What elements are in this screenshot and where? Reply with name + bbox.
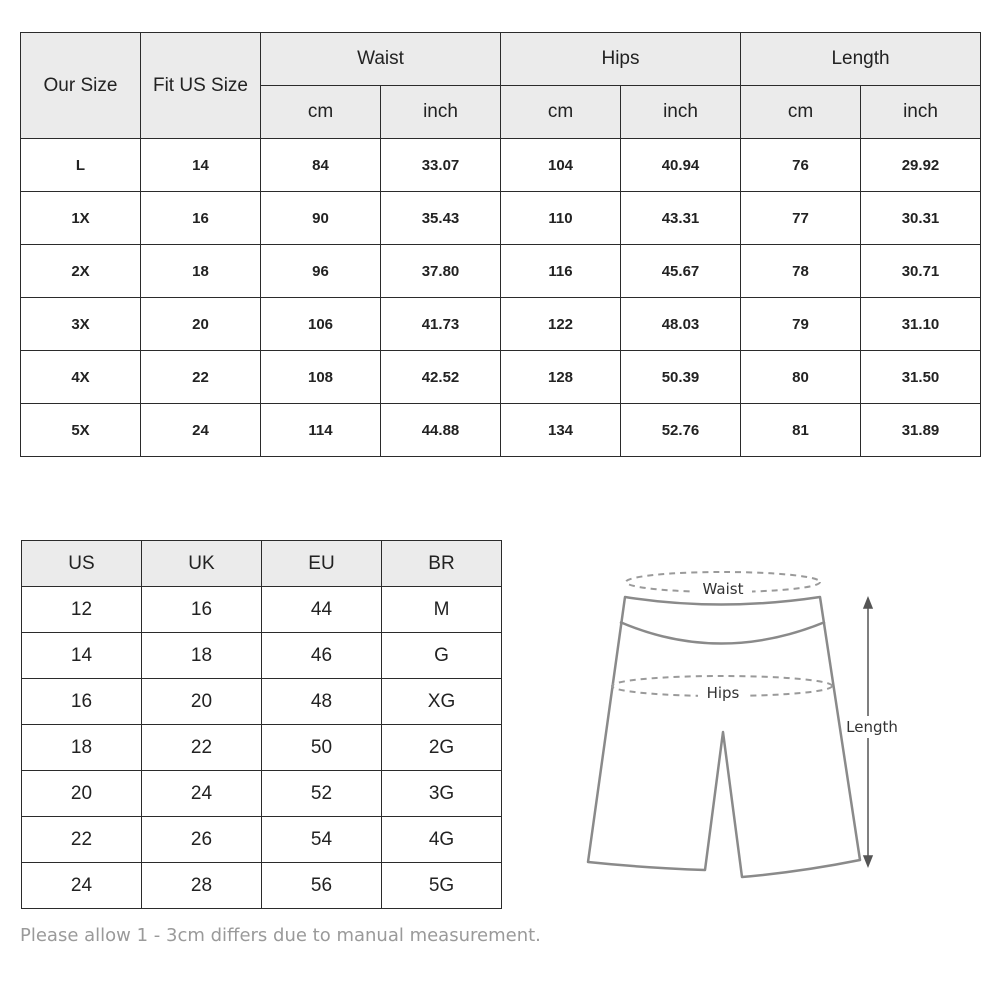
size-chart-cell: 81 [741, 404, 861, 457]
header-fit-us-size: Fit US Size [141, 33, 261, 139]
conversion-cell: 20 [22, 771, 142, 817]
size-chart-cell: 122 [501, 298, 621, 351]
size-chart-cell: 5X [21, 404, 141, 457]
conversion-cell: G [382, 633, 502, 679]
size-chart-row [21, 245, 981, 298]
header-hips: Hips [501, 33, 741, 86]
size-chart-cell: 41.73 [381, 298, 501, 351]
size-chart-row [21, 404, 981, 457]
conversion-cell: 26 [142, 817, 262, 863]
size-chart-cell: 31.89 [861, 404, 981, 457]
size-chart-cell: 116 [501, 245, 621, 298]
conversion-cell: 22 [22, 817, 142, 863]
size-chart-cell: 24 [141, 404, 261, 457]
conversion-cell: 4G [382, 817, 502, 863]
unit-header: inch [861, 86, 981, 139]
size-chart-cell: 80 [741, 351, 861, 404]
conversion-cell: 28 [142, 863, 262, 909]
header-waist: Waist [261, 33, 501, 86]
header-our-size: Our Size [21, 33, 141, 139]
size-chart-cell: 77 [741, 192, 861, 245]
size-chart-row [21, 351, 981, 404]
size-chart-cell: 30.31 [861, 192, 981, 245]
conversion-cell: 24 [142, 771, 262, 817]
conversion-cell: 3G [382, 771, 502, 817]
size-chart-row [21, 298, 981, 351]
conversion-cell: XG [382, 679, 502, 725]
size-chart-cell: 35.43 [381, 192, 501, 245]
size-chart-cell: 4X [21, 351, 141, 404]
size-chart-cell: 104 [501, 139, 621, 192]
measurement-note: Please allow 1 - 3cm differs due to manual measurement. [20, 925, 541, 946]
size-chart-cell: 2X [21, 245, 141, 298]
conversion-cell: 2G [382, 725, 502, 771]
shorts-measurement-diagram [570, 555, 930, 895]
hips-label: Hips [706, 684, 740, 702]
size-chart-cell: 78 [741, 245, 861, 298]
unit-header: inch [621, 86, 741, 139]
conversion-row [22, 633, 502, 679]
conversion-cell: 22 [142, 725, 262, 771]
size-chart-cell: 96 [261, 245, 381, 298]
size-chart-cell: 43.31 [621, 192, 741, 245]
conversion-cell: 48 [262, 679, 382, 725]
conversion-cell: 18 [142, 633, 262, 679]
size-chart-cell: 1X [21, 192, 141, 245]
size-chart-cell: 128 [501, 351, 621, 404]
header-length: Length [741, 33, 981, 86]
size-chart-cell: 16 [141, 192, 261, 245]
waist-label: Waist [702, 580, 744, 598]
conversion-cell: 14 [22, 633, 142, 679]
header-br: BR [382, 541, 502, 587]
size-chart-cell: 14 [141, 139, 261, 192]
unit-header: cm [741, 86, 861, 139]
size-chart-cell: 52.76 [621, 404, 741, 457]
size-chart-cell: 31.10 [861, 298, 981, 351]
size-chart-cell: 90 [261, 192, 381, 245]
size-chart-cell: 29.92 [861, 139, 981, 192]
conversion-cell: 50 [262, 725, 382, 771]
size-chart-header-row [21, 33, 981, 86]
length-label: Length [846, 718, 898, 736]
size-chart-row [21, 139, 981, 192]
size-chart-cell: 42.52 [381, 351, 501, 404]
size-chart-cell: 106 [261, 298, 381, 351]
size-chart-cell: 84 [261, 139, 381, 192]
conversion-row [22, 679, 502, 725]
size-chart-cell: 37.80 [381, 245, 501, 298]
conversion-cell: 52 [262, 771, 382, 817]
conversion-cell: M [382, 587, 502, 633]
size-chart-row [21, 192, 981, 245]
size-chart-cell: 48.03 [621, 298, 741, 351]
size-chart-cell: 33.07 [381, 139, 501, 192]
size-chart-cell: 50.39 [621, 351, 741, 404]
shorts-outline [588, 597, 860, 877]
size-chart-cell: 40.94 [621, 139, 741, 192]
conversion-cell: 18 [22, 725, 142, 771]
conversion-cell: 16 [22, 679, 142, 725]
conversion-cell: 5G [382, 863, 502, 909]
size-chart-cell: 108 [261, 351, 381, 404]
unit-header: cm [261, 86, 381, 139]
conversion-row [22, 863, 502, 909]
size-chart-cell: 20 [141, 298, 261, 351]
conversion-cell: 46 [262, 633, 382, 679]
conversion-cell: 54 [262, 817, 382, 863]
size-chart-body [21, 139, 981, 457]
size-chart-cell: 110 [501, 192, 621, 245]
conversion-cell: 24 [22, 863, 142, 909]
size-chart-cell: 22 [141, 351, 261, 404]
conversion-cell: 20 [142, 679, 262, 725]
header-eu: EU [262, 541, 382, 587]
header-us: US [22, 541, 142, 587]
size-chart-cell: 3X [21, 298, 141, 351]
conversion-row [22, 817, 502, 863]
conversion-body [22, 587, 502, 909]
size-chart-cell: 45.67 [621, 245, 741, 298]
conversion-header-row [22, 541, 502, 587]
conversion-row [22, 587, 502, 633]
size-chart-cell: L [21, 139, 141, 192]
size-chart-cell: 79 [741, 298, 861, 351]
size-chart-cell: 31.50 [861, 351, 981, 404]
size-chart-table [20, 32, 981, 457]
size-conversion-table [21, 540, 502, 909]
conversion-row [22, 771, 502, 817]
size-chart-cell: 114 [261, 404, 381, 457]
size-chart-cell: 30.71 [861, 245, 981, 298]
conversion-cell: 44 [262, 587, 382, 633]
size-chart-cell: 76 [741, 139, 861, 192]
header-uk: UK [142, 541, 262, 587]
unit-header: cm [501, 86, 621, 139]
conversion-row [22, 725, 502, 771]
conversion-cell: 56 [262, 863, 382, 909]
conversion-cell: 16 [142, 587, 262, 633]
size-chart-cell: 18 [141, 245, 261, 298]
unit-header: inch [381, 86, 501, 139]
size-chart-cell: 44.88 [381, 404, 501, 457]
conversion-cell: 12 [22, 587, 142, 633]
size-chart-cell: 134 [501, 404, 621, 457]
